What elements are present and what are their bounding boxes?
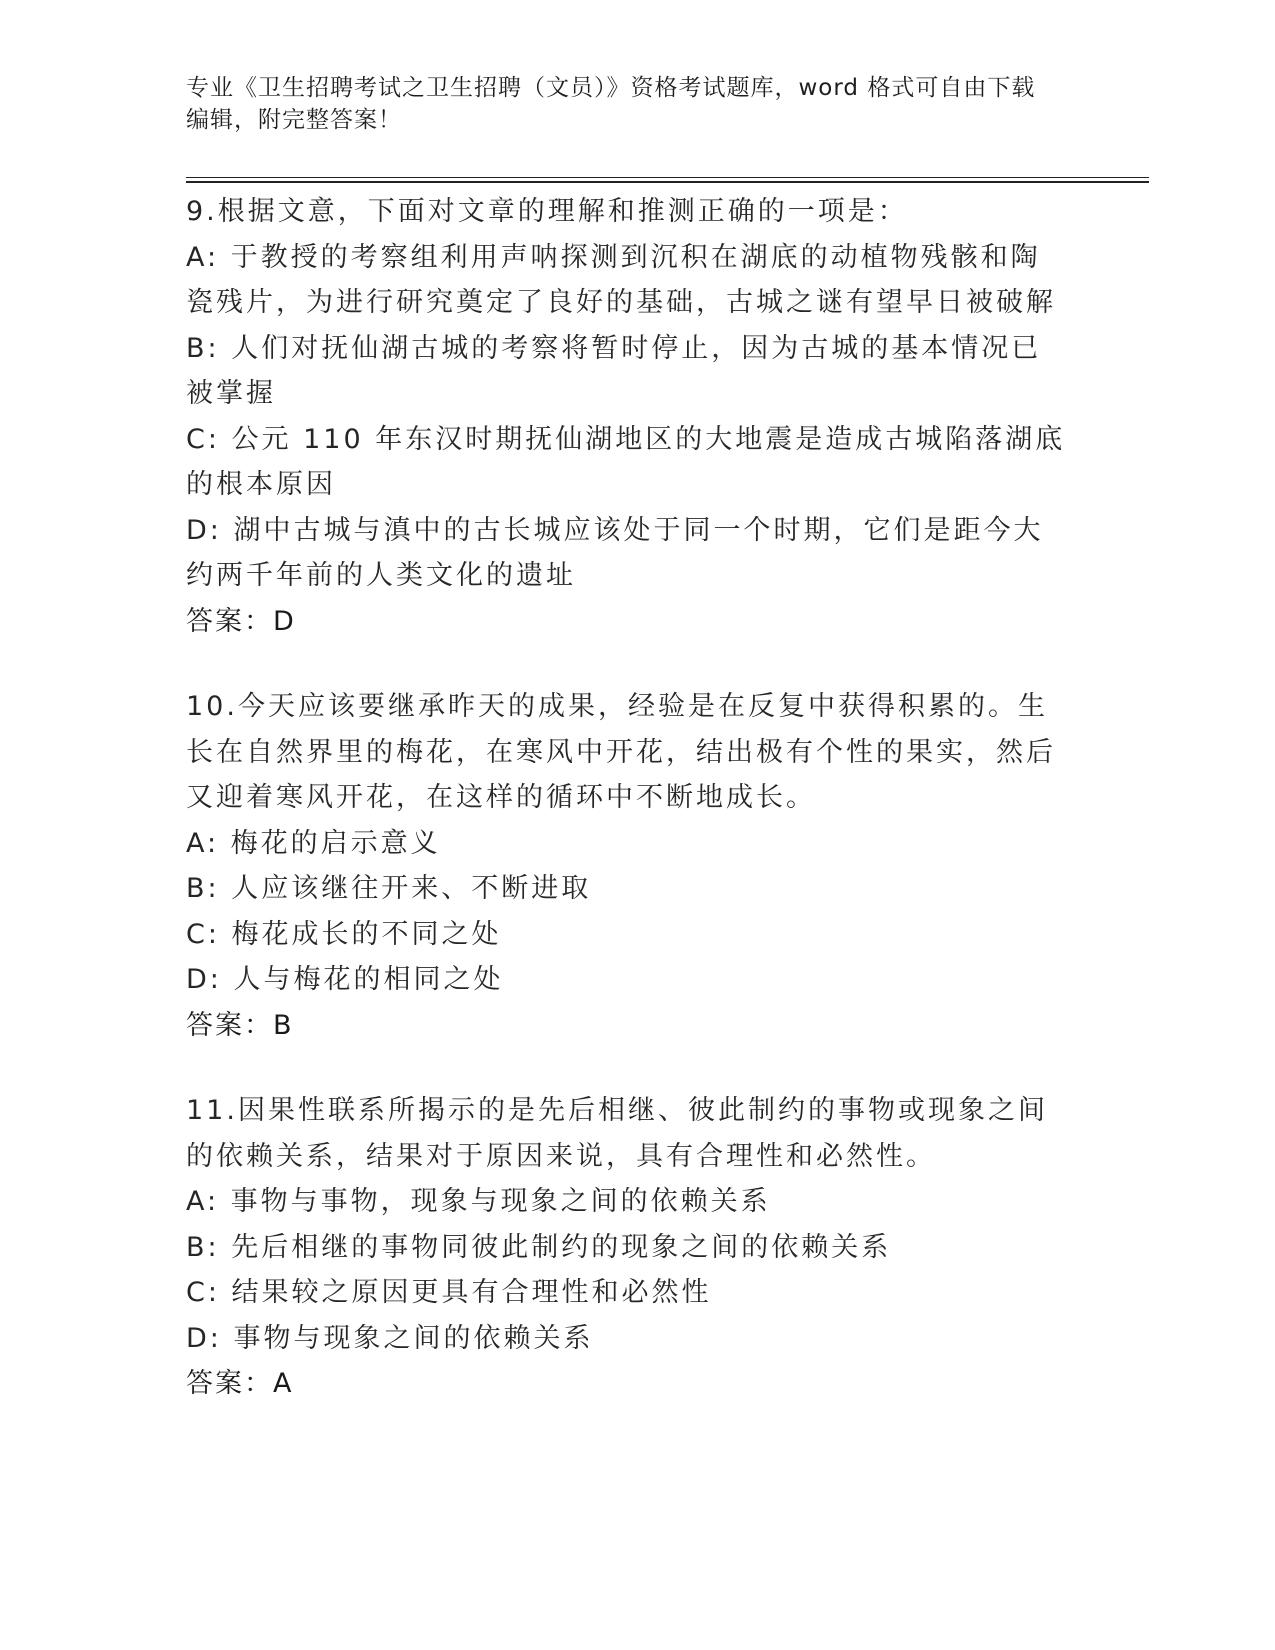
option-a: A: 事物与事物，现象与现象之间的依赖关系 bbox=[186, 1186, 771, 1217]
option-a: A: 梅花的启示意义 bbox=[186, 827, 441, 859]
answer: 答案：D bbox=[186, 605, 296, 637]
header-divider-thick bbox=[186, 181, 1149, 183]
question-stem: 11.因果性联系所揭示的是先后相继、彼此制约的事物或现象之间的依赖关系，结果对于原因来说，具有合理性和必然性。 bbox=[186, 1095, 1048, 1172]
option-c: C: 结果较之原因更具有合理性和必然性 bbox=[186, 1277, 712, 1308]
option-b: B: 人应该继往开来、不断进取 bbox=[186, 873, 592, 904]
option-d: D: 人与梅花的相同之处 bbox=[186, 964, 504, 995]
option-c: C: 梅花成长的不同之处 bbox=[186, 918, 502, 950]
option-d: D: 事物与现象之间的依赖关系 bbox=[186, 1322, 594, 1354]
header-divider-thin bbox=[186, 177, 1149, 178]
option-d: D: 湖中古城与滇中的古长城应该处于同一个时期，它们是距今大约两千年前的人类文化的遗址 bbox=[186, 514, 1044, 591]
option-a: A: 于教授的考察组利用声呐探测到沉积在湖底的动植物残骸和陶瓷残片，为进行研究奠定了良好的基础，古城之谜有望早日被破解 bbox=[186, 241, 1056, 318]
question-9 bbox=[186, 189, 1066, 644]
question-10 bbox=[186, 684, 1066, 1048]
question-list bbox=[186, 189, 1066, 1447]
question-11 bbox=[186, 1088, 1066, 1407]
option-b: B: 先后相继的事物同彼此制约的现象之间的依赖关系 bbox=[186, 1231, 892, 1263]
option-c: C: 公元 110 年东汉时期抚仙湖地区的大地震是造成古城陷落湖底的根本原因 bbox=[186, 423, 1066, 500]
question-stem: 10.今天应该要继承昨天的成果，经验是在反复中获得积累的。生长在自然界里的梅花，在寒风中开花，结出极有个性的果实，然后又迎着寒风开花，在这样的循环中不断地成长。 bbox=[186, 691, 1056, 813]
header-line-1: 专业《卫生招聘考试之卫生招聘（文员）》资格考试题库，word 格式可自由下载 bbox=[186, 75, 1036, 101]
answer: 答案：A bbox=[186, 1368, 294, 1399]
header-line-2: 编辑，附完整答案！ bbox=[186, 107, 402, 133]
option-b: B: 人们对抚仙湖古城的考察将暂时停止，因为古城的基本情况已被掌握 bbox=[186, 332, 1042, 409]
document-header bbox=[186, 72, 1066, 136]
question-stem: 9.根据文意，下面对文章的理解和推测正确的一项是： bbox=[186, 196, 908, 227]
answer: 答案：B bbox=[186, 1009, 294, 1041]
